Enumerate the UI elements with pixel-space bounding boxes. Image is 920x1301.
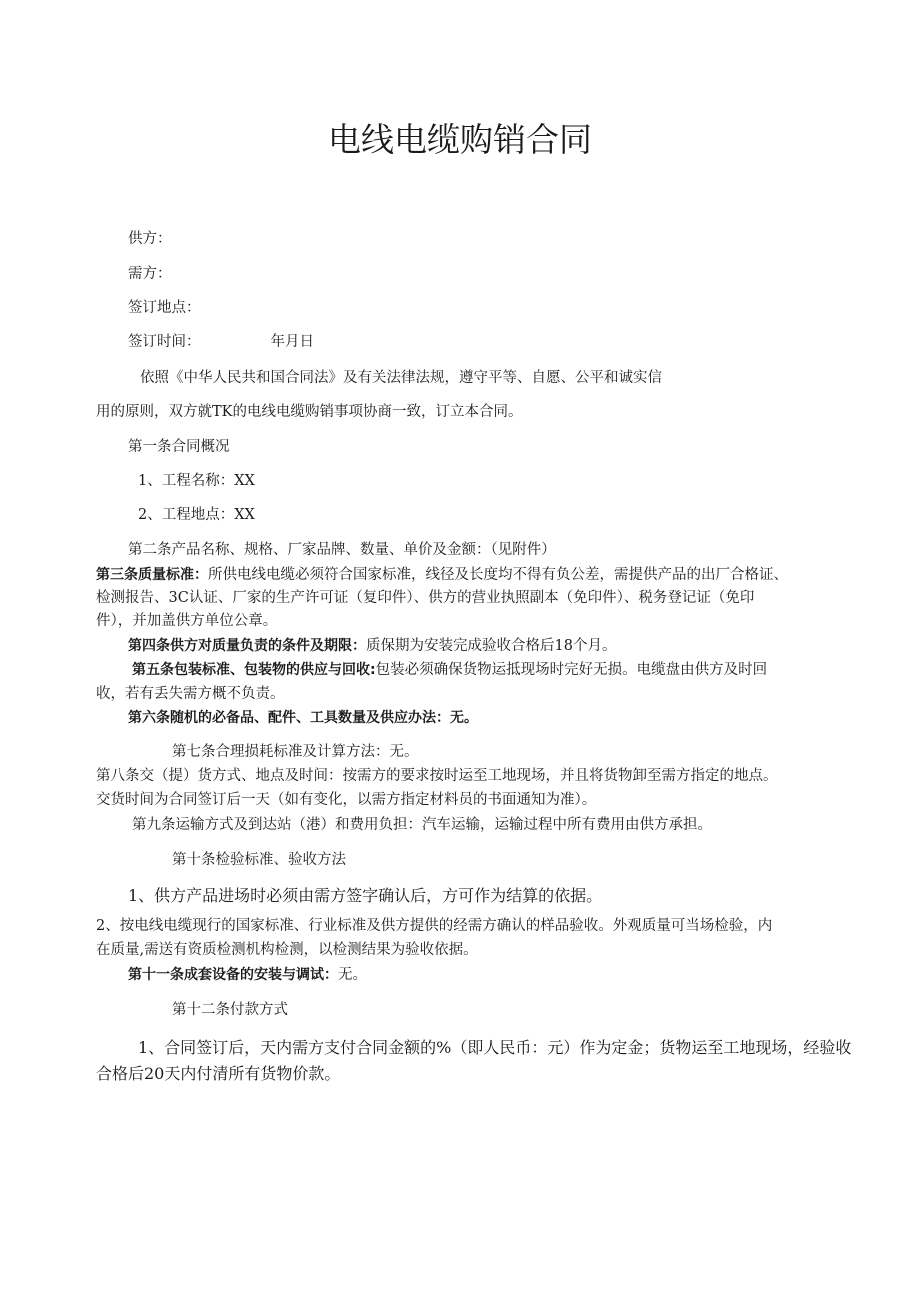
article-11-text: 无。 — [338, 967, 367, 983]
article-10-item-1: 1、供方产品进场时必须由需方签字确认后，方可作为结算的依据。 — [128, 886, 603, 905]
article-4-heading: 第四条供方对质量负责的条件及期限： — [128, 638, 366, 654]
article-7: 第七条合理损耗标准及计算方法：无。 — [172, 744, 419, 760]
sign-time-value: 年月日 — [270, 334, 314, 350]
article-1-heading: 第一条合同概况 — [128, 439, 230, 455]
article-3-line-3: 件），并加盖供方单位公章。 — [96, 613, 278, 629]
article-5-heading: 第五条包装标准、包装物的供应与回收: — [132, 662, 376, 678]
article-1-item-1: 1、工程名称：XX — [138, 473, 255, 489]
article-4 — [128, 636, 616, 656]
article-3-line-1 — [96, 565, 788, 585]
sign-place-label: 签订地点： — [128, 300, 201, 316]
article-3-heading: 第三条质量标准： — [96, 567, 208, 583]
article-2: 第二条产品名称、规格、厂家品牌、数量、单价及金额：（见附件） — [128, 542, 556, 558]
article-3-text-1: 所供电线电缆必须符合国家标准，线径及长度均不得有负公差，需提供产品的出厂合格证、 — [208, 567, 788, 583]
article-9: 第九条运输方式及到达站（港）和费用负担：汽车运输，运输过程中所有费用由供方承担。 — [132, 817, 712, 833]
article-6: 第六条随机的必备品、配件、工具数量及供应办法：无。 — [128, 710, 478, 726]
article-10-heading: 第十条检验标准、验收方法 — [172, 852, 346, 868]
intro-line-2: 用的原则，双方就TK的电线电缆购销事项协商一致，订立本合同。 — [96, 404, 523, 420]
supplier-label: 供方： — [128, 231, 172, 247]
intro-line-1: 依照《中华人民共和国合同法》及有关法律法规，遵守平等、自愿、公平和诚实信 — [140, 370, 662, 386]
article-11 — [128, 965, 367, 985]
article-5-line-1 — [132, 660, 767, 680]
article-12-item-1-line-1: 1、合同签订后，天内需方支付合同金额的%（即人民币：元）作为定金；货物运至工地现场，经验收 — [138, 1038, 852, 1057]
article-12-heading: 第十二条付款方式 — [172, 1002, 288, 1018]
article-10-item-2-line-2: 在质量,需送有资质检测机构检测，以检测结果为验收依据。 — [96, 942, 478, 958]
sign-time-label — [128, 332, 314, 352]
article-1-item-2: 2、工程地点：XX — [138, 507, 255, 523]
article-3-line-2: 检测报告、3C认证、厂家的生产许可证（复印件）、供方的营业执照副本（免印件）、税务登记证（免印 — [96, 590, 755, 606]
buyer-label: 需方： — [128, 266, 172, 282]
article-5-text-1: 包装必须确保货物运抵现场时完好无损。电缆盘由供方及时回 — [375, 662, 768, 678]
article-10-item-2-line-1: 2、按电线电缆现行的国家标准、行业标准及供方提供的经需方确认的样品验收。外观质量可当场检验，内 — [96, 918, 773, 934]
article-4-text: 质保期为安装完成验收合格后18个月。 — [366, 638, 617, 654]
article-5-line-2: 收，若有丢失需方概不负责。 — [96, 686, 285, 702]
document-title: 电线电缆购销合同 — [328, 120, 592, 159]
article-8-line-2: 交货时间为合同签订后一天（如有变化，以需方指定材料员的书面通知为准）。 — [96, 792, 597, 808]
article-8-line-1: 第八条交（提）货方式、地点及时间：按需方的要求按时运至工地现场，并且将货物卸至需方指定的地点。 — [96, 768, 778, 784]
sign-time-label-text: 签订时间： — [128, 334, 201, 350]
article-12-item-1-line-2: 合格后20天内付清所有货物价款。 — [96, 1064, 341, 1083]
article-11-heading: 第十一条成套设备的安装与调试： — [128, 967, 338, 983]
